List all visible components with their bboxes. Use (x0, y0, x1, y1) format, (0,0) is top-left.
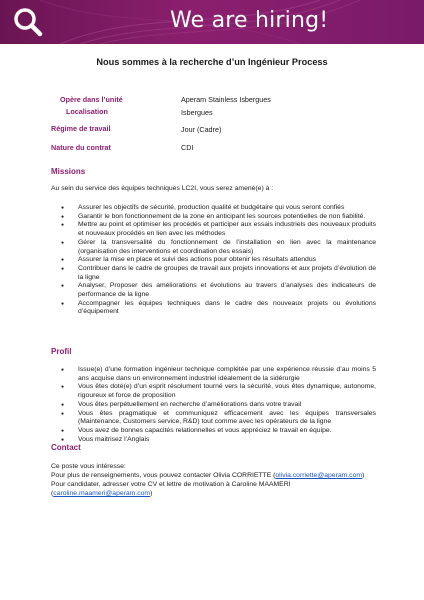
contact-block (51, 462, 381, 498)
page-title: Nous sommes à la recherche d’un Ingénieur Process (96, 57, 328, 67)
list-item: ● Assurer la mise en place et suivi des actions pour obtenir les résultats attendus (51, 256, 376, 265)
list-item: ● Issue(e) d’une formation ingénieur technique complétée par une expérience réussie d’au moins 5 ans acquise dans un environnement industriel idéalement de la sidérurgie (51, 366, 376, 383)
list-item: ● Mettre au point et optimiser les procédés et participer aux essais industriels des nouveaux produits et nouveaux procédés en lien avec les méthodes (51, 221, 376, 238)
email-link-olivia[interactable]: olivia.corriette@aperam.com (275, 472, 363, 479)
info-label-schedule: Régime de travail (51, 124, 111, 133)
info-value-unit: Aperam Stainless Isbergues (181, 95, 271, 104)
missions-list (51, 204, 376, 317)
list-item: ● Assurer les objectifs de sécurité, production qualité et budgétaire qui vous seront confiés (51, 204, 376, 213)
info-label-location: Localisation (66, 107, 108, 116)
info-value-schedule: Jour (Cadre) (181, 125, 222, 134)
contact-info-close: ) (362, 472, 365, 479)
list-item: ● Vous êtes doté(e) d’un esprit résolument tourné vers la sécurité, vous êtes dynamique, autonome, rigoureux et force de proposition (51, 383, 376, 400)
info-value-location: Isbergues (181, 108, 213, 117)
hiring-banner (0, 0, 424, 44)
profil-list (51, 366, 376, 444)
info-value-contract: CDI (181, 143, 194, 152)
banner-title: We are hiring! (170, 8, 329, 33)
apply-email-line (51, 489, 381, 498)
list-item: ● Vous avez de bonnes capacités relationnelles et vous appréciez le travail en équipe. (51, 427, 376, 436)
apply-email-close: ) (150, 490, 153, 497)
search-icon (12, 6, 44, 38)
contact-intro: Ce poste vous intéresse: (51, 463, 126, 470)
list-item: ● Garantir le bon fonctionnement de la zone en anticipant les sources potentielles de non fiabilité. (51, 213, 376, 222)
contact-info-text: Pour plus de renseignements, vous pouvez contacter Olivia CORRIETTE ( (51, 472, 276, 479)
list-item: ● Contribuer dans le cadre de groupes de travail aux projets innovations et aux projets d’évolution de la ligne (51, 265, 376, 282)
profil-heading: Profil (51, 347, 72, 356)
list-item: ● Gérer la transversalité du fonctionnement de l’installation en lien avec la maintenance (organisation des interventions et coordination des essais) (51, 239, 376, 256)
info-label-contract: Nature du contrat (51, 143, 111, 152)
contact-info-line (51, 471, 381, 480)
list-item: ● Analyser, Proposer des améliorations et évolutions au travers d’analyses des indicateurs de performance de la ligne (51, 282, 376, 299)
list-item: ● Vous êtes pragmatique et communiquez efficacement avec les équipes transversales (Maintenance, Customers service, R&D) tout comme avec les opérateurs de la ligne (51, 410, 376, 427)
info-label-unit: Opère dans l’unité (60, 95, 123, 104)
email-link-caroline[interactable]: caroline.maameri@aperam.com (53, 490, 151, 497)
list-item: ● Accompagner les équipes techniques dans le cadre des nouveaux projets ou évolutions d’équipement (51, 300, 376, 317)
missions-intro: Au sein du service des équipes techniques LC2I, vous serez amené(e) à : (51, 185, 274, 192)
apply-line: Pour candidater, adresser votre CV et lettre de motivation à Caroline MAAMERI (51, 481, 291, 488)
missions-heading: Missions (51, 167, 86, 176)
list-item: ● Vous maitrisez l’Anglais (51, 436, 376, 445)
apply-email-open: ( (51, 490, 54, 497)
list-item: ● Vous êtes perpétuellement en recherche d’améliorations dans votre travail (51, 401, 376, 410)
contact-heading: Contact (51, 443, 81, 452)
